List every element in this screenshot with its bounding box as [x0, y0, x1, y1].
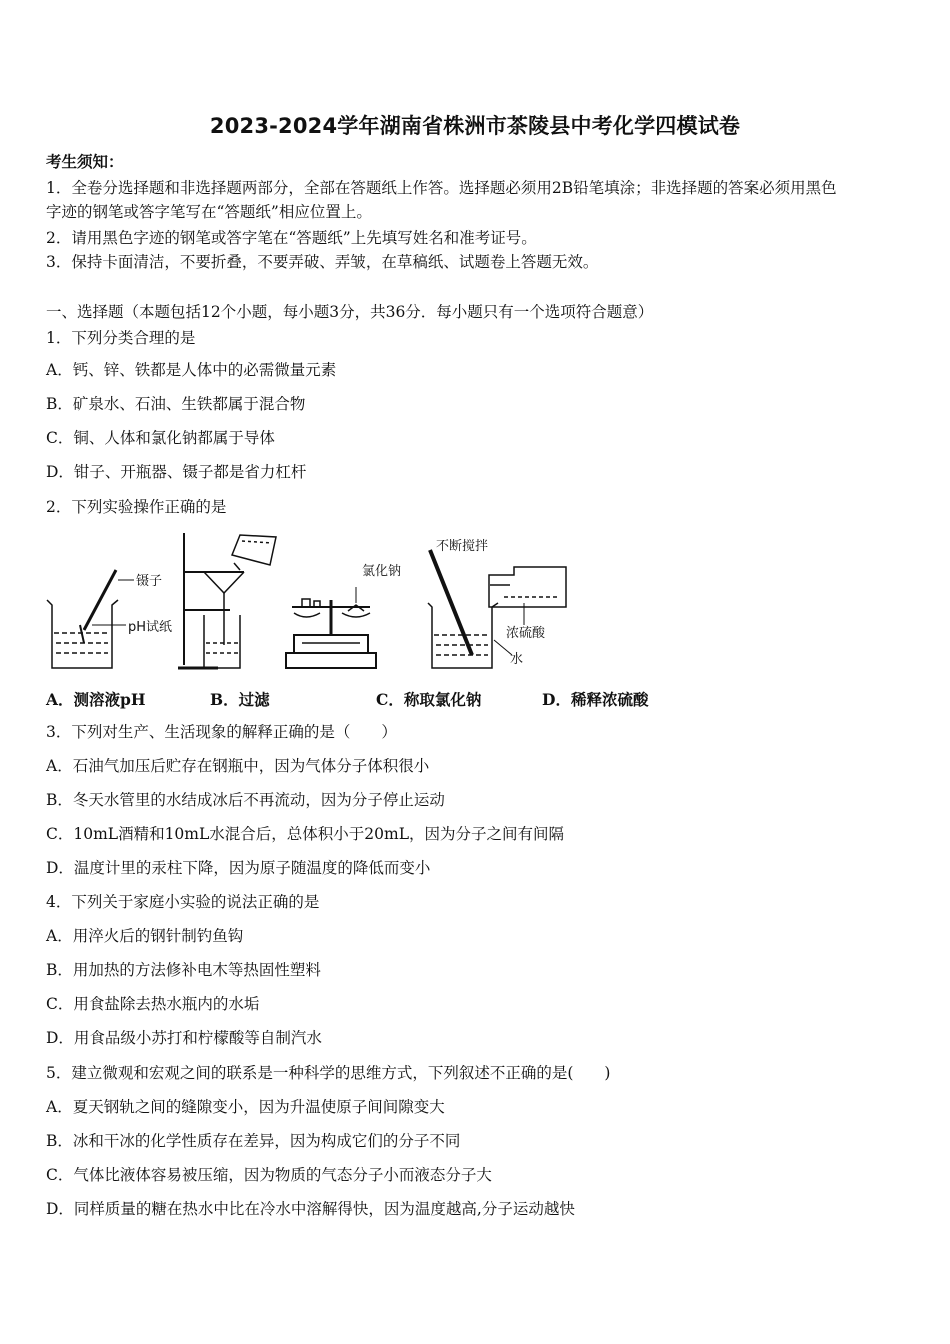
notice-item: 3．保持卡面清洁，不要折叠，不要弄破、弄皱，在草稿纸、试题卷上答题无效。 — [46, 253, 599, 271]
notice-item: 字迹的钢笔或答字笔写在“答题纸”相应位置上。 — [46, 203, 372, 221]
option-b[interactable]: B．用加热的方法修补电木等热固性塑料 — [46, 961, 321, 979]
notice-item: 1．全卷分选择题和非选择题两部分，全部在答题纸上作答。选择题必须用2B铅笔填涂；非选择题的答案必须用黑色 — [46, 179, 837, 197]
label-acid: 浓硫酸 — [506, 626, 546, 641]
figure-options-row — [46, 688, 906, 710]
option-d[interactable]: D．稀释浓硫酸 — [542, 690, 649, 709]
option-c[interactable]: C．10mL酒精和10mL水混合后，总体积小于20mL，因为分子之间有间隔 — [46, 825, 565, 843]
option-b[interactable]: B．矿泉水、石油、生铁都属于混合物 — [46, 395, 306, 413]
option-b[interactable]: B．过滤 — [210, 690, 270, 709]
notice-heading: 考生须知： — [46, 152, 124, 171]
question-stem: 3．下列对生产、生活现象的解释正确的是（ ） — [46, 723, 397, 741]
option-d[interactable]: D．钳子、开瓶器、镊子都是省力杠杆 — [46, 463, 307, 481]
question-stem: 5．建立微观和宏观之间的联系是一种科学的思维方式，下列叙述不正确的是( ) — [46, 1064, 611, 1082]
label-stir: 不断搅拌 — [436, 539, 489, 554]
label-ph-paper: pH试纸 — [128, 620, 173, 635]
question-stem: 4．下列关于家庭小实验的说法正确的是 — [46, 893, 320, 911]
notice-item: 2．请用黑色字迹的钢笔或答字笔在“答题纸”上先填写姓名和准考证号。 — [46, 229, 537, 247]
label-water: 水 — [510, 652, 524, 667]
option-d[interactable]: D．同样质量的糖在热水中比在冷水中溶解得快，因为温度越高,分子运动越快 — [46, 1200, 575, 1218]
option-b[interactable]: B．冰和干冰的化学性质存在差异，因为构成它们的分子不同 — [46, 1132, 461, 1150]
option-a[interactable]: A．夏天钢轨之间的缝隙变小，因为升温使原子间间隙变大 — [46, 1098, 445, 1116]
lab-apparatus-figure — [44, 525, 584, 675]
label-tweezers: 镊子 — [136, 574, 163, 589]
page-title: 2023-2024学年湖南省株洲市茶陵县中考化学四模试卷 — [209, 114, 741, 138]
option-c[interactable]: C．铜、人体和氯化钠都属于导体 — [46, 429, 275, 447]
question-stem: 1．下列分类合理的是 — [46, 329, 196, 347]
option-d[interactable]: D．用食品级小苏打和柠檬酸等自制汽水 — [46, 1029, 322, 1047]
option-c[interactable]: C．气体比液体容易被压缩，因为物质的气态分子小而液态分子大 — [46, 1166, 492, 1184]
section-heading: 一、选择题（本题包括12个小题，每小题3分，共36分．每小题只有一个选项符合题意） — [46, 303, 654, 321]
option-c[interactable]: C．用食盐除去热水瓶内的水垢 — [46, 995, 260, 1013]
option-a[interactable]: A．测溶液pH — [46, 690, 146, 709]
option-b[interactable]: B．冬天水管里的水结成冰后不再流动，因为分子停止运动 — [46, 791, 445, 809]
option-a[interactable]: A．用淬火后的钢针制钓鱼钩 — [46, 927, 244, 945]
option-d[interactable]: D．温度计里的汞柱下降，因为原子随温度的降低而变小 — [46, 859, 431, 877]
option-a[interactable]: A．钙、锌、铁都是人体中的必需微量元素 — [46, 361, 337, 379]
option-a[interactable]: A．石油气加压后贮存在钢瓶中，因为气体分子体积很小 — [46, 757, 430, 775]
option-c[interactable]: C．称取氯化钠 — [376, 690, 482, 709]
question-stem: 2．下列实验操作正确的是 — [46, 498, 227, 516]
label-nacl: 氯化钠 — [362, 564, 402, 579]
